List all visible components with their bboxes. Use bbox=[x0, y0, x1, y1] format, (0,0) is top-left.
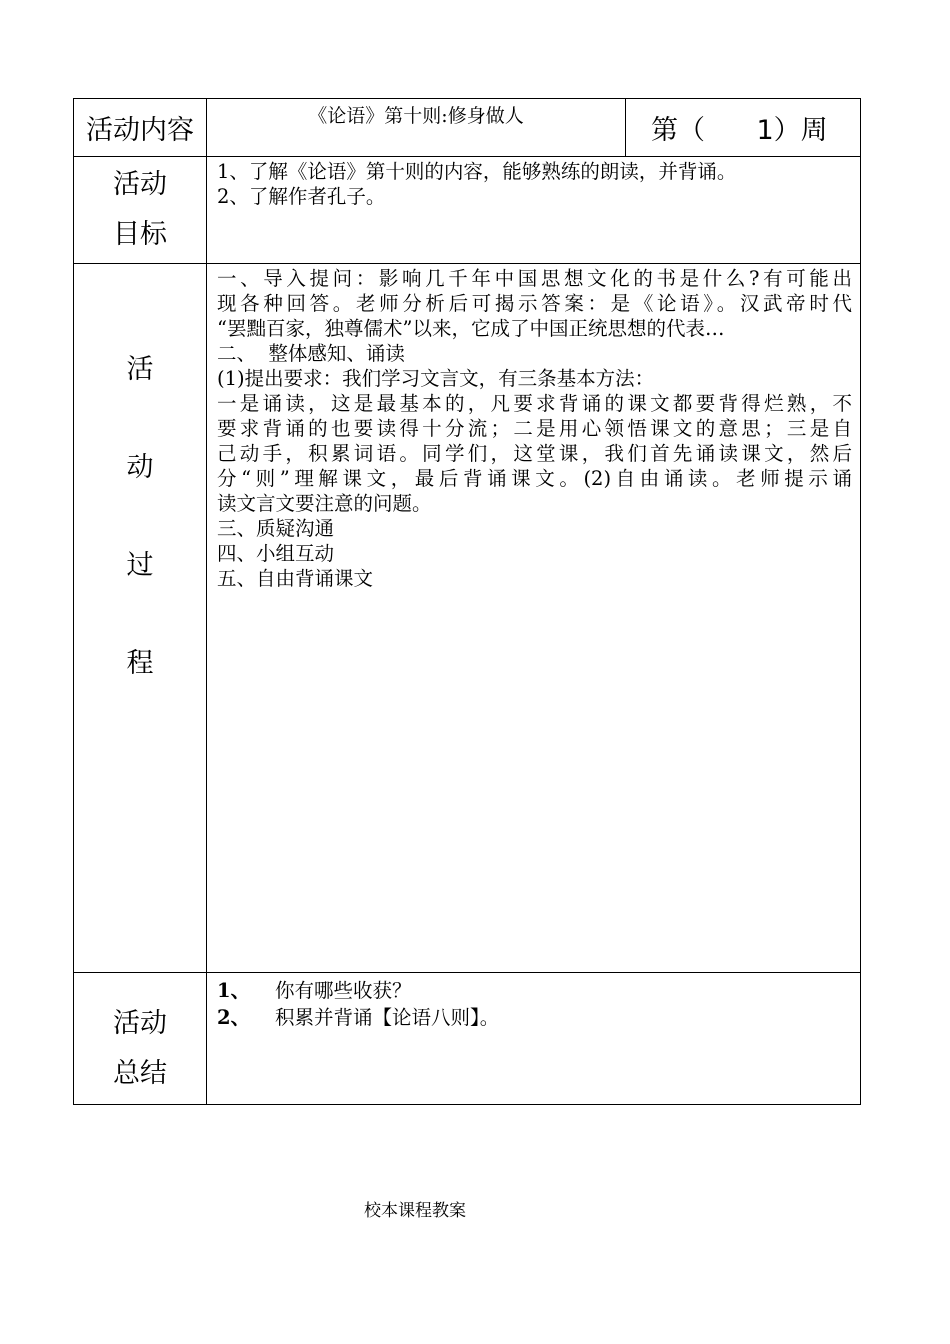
lesson-topic: 《论语》第十则:修身做人 bbox=[207, 99, 626, 157]
page-footer: 校本课程教案 bbox=[364, 1201, 466, 1221]
process-label-char: 程 bbox=[126, 648, 154, 679]
process-content bbox=[207, 264, 861, 973]
process-label-char: 动 bbox=[126, 452, 154, 483]
process-line: 现各种回答。老师分析后可揭示答案：是《论语》。汉武帝时代 bbox=[217, 292, 852, 315]
process-line: 读文言文要注意的问题。 bbox=[217, 492, 432, 515]
process-line: 一是诵读，这是最基本的，凡要求背诵的课文都要背得烂熟，不 bbox=[217, 392, 852, 415]
process-line: (1)提出要求：我们学习文言文，有三条基本方法： bbox=[217, 367, 655, 390]
header-row bbox=[74, 99, 861, 157]
summary-item bbox=[217, 1004, 852, 1031]
goals-label-line2: 目标 bbox=[113, 219, 167, 250]
summary-content bbox=[207, 973, 861, 1105]
summary-row bbox=[74, 973, 861, 1105]
process-row bbox=[74, 264, 861, 973]
summary-label-cell bbox=[74, 973, 207, 1105]
goals-label-line1: 活动 bbox=[113, 169, 167, 200]
goal-item: 2、了解作者孔子。 bbox=[217, 185, 386, 208]
process-label-cell bbox=[74, 264, 207, 973]
goal-item: 1、了解《论语》第十则的内容，能够熟练的朗读，并背诵。 bbox=[217, 160, 737, 183]
process-line: 要求背诵的也要读得十分流；二是用心领悟课文的意思；三是自 bbox=[217, 417, 852, 440]
week-number: 第（ 1）周 bbox=[626, 99, 861, 157]
goals-label-cell bbox=[74, 157, 207, 264]
process-line: 三、质疑沟通 bbox=[217, 517, 335, 540]
lesson-plan-table bbox=[73, 98, 861, 1105]
process-line: 二、 整体感知、诵读 bbox=[217, 342, 405, 365]
process-line: “罢黜百家，独尊儒术”以来，它成了中国正统思想的代表… bbox=[217, 317, 725, 340]
summary-item bbox=[217, 977, 852, 1004]
process-label-char: 过 bbox=[126, 550, 154, 581]
summary-item-number: 1、 bbox=[217, 979, 251, 1002]
summary-label-line2: 总结 bbox=[113, 1057, 167, 1089]
process-line: 己动手，积累词语。同学们，这堂课，我们首先诵读课文，然后 bbox=[217, 442, 852, 465]
summary-item-text: 积累并背诵【论语八则】。 bbox=[275, 1006, 500, 1029]
process-line: 四、小组互动 bbox=[217, 542, 335, 565]
lesson-plan-sheet bbox=[73, 98, 860, 1105]
goals-content bbox=[207, 157, 861, 264]
summary-item-text: 你有哪些收获？ bbox=[275, 979, 412, 1002]
summary-label-line1: 活动 bbox=[113, 1007, 167, 1039]
process-line: 分“则”理解课文，最后背诵课文。(2)自由诵读。老师提示诵 bbox=[217, 467, 852, 490]
activity-content-label: 活动内容 bbox=[74, 99, 207, 157]
process-label-char: 活 bbox=[126, 354, 154, 385]
process-line: 一、导入提问：影响几千年中国思想文化的书是什么?有可能出 bbox=[217, 267, 852, 290]
goals-row bbox=[74, 157, 861, 264]
process-line: 五、自由背诵课文 bbox=[217, 567, 374, 590]
summary-item-number: 2、 bbox=[217, 1006, 251, 1029]
